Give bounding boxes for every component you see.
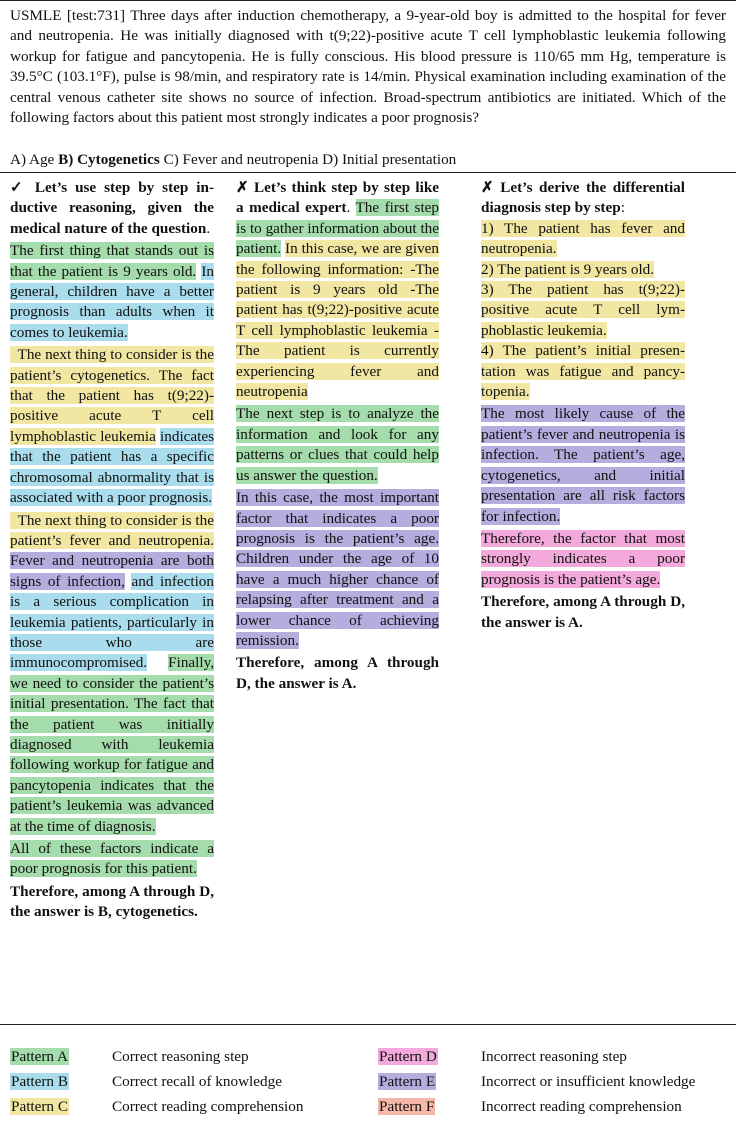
legend-swatch-b: [10, 1072, 76, 1092]
option-a-letter: A): [10, 151, 27, 168]
question-source: USMLE [test:731]: [10, 7, 126, 24]
column-header: [10, 178, 214, 239]
answer-options: [10, 150, 456, 170]
column-header: [481, 179, 685, 216]
reasoning-block: [481, 529, 685, 590]
prompt-text: Let’s use step by step inductive reasoning, given the medical nature of the question: [10, 179, 214, 237]
option-b-letter: B): [58, 151, 74, 168]
segment-pattern-e: Fever and neutropenia are both signs of infection,: [10, 552, 214, 590]
cross-icon: ✗: [236, 179, 249, 196]
legend-desc-f: Incorrect reading comprehension: [481, 1098, 682, 1115]
reasoning-column-inductive: [10, 178, 214, 923]
reasoning-block: [10, 839, 214, 880]
prompt-text: Let’s think step by step like a medical expert: [236, 179, 440, 217]
question-divider: [0, 172, 736, 173]
reasoning-block: [481, 404, 685, 526]
segment-pattern-a: The first thing that stands out is that the patient is 9 years old.: [10, 242, 214, 280]
conclusion: Therefore, among A through D, the answer is B, cytogenetics.: [10, 882, 214, 921]
conclusion: Therefore, among A through D, the answer is A.: [481, 593, 685, 631]
option-d-letter: D): [322, 151, 339, 168]
question-body: Three days after induction chemotherapy, a 9-year-old boy is admitted to the hospital for fever and neutropenia. He was initially diagnosed with t(9;22)-positive acute T cell lymphoblastic leukemia following workup for fatigue and pancytopenia. He is fully conscious. His blood pressure is 110/65 mm Hg, temperature is 39.5°C (103.1°F), pulse is 98/min, and respiratory rate is 14/min. Physical examination including examination of the central venous catheter site shows no source of infection. Broad-spectrum antibiotics are initiated. Which of the following factors about this patient most strongly indicates a poor prognosis?: [10, 7, 726, 127]
segment-pattern-c: 1) The patient has fever and neutropenia.: [481, 219, 685, 258]
pattern-legend: [0, 1045, 736, 1125]
top-rule: [0, 0, 736, 1]
cross-icon: ✗: [481, 179, 494, 196]
segment-pattern-c: 2) The patient is 9 years old.: [481, 260, 655, 278]
segment-pattern-c: [10, 512, 214, 549]
reasoning-block: [236, 404, 439, 486]
reasoning-column-differential: [481, 178, 685, 633]
reasoning-block: [481, 341, 685, 402]
segment-pattern-c: In this case, we are given the following information: -The patient is 9 years old -The patient has t(9;22)-positive acute T cell lymphoblastic leukemia -The patient is currently experiencing fever and neutropenia: [236, 240, 440, 401]
reasoning-block: [481, 280, 685, 341]
legend-swatch-f: [378, 1097, 444, 1117]
legend-swatch-label: Pattern E: [379, 1073, 436, 1090]
legend-swatch-a: [10, 1047, 76, 1067]
legend-swatch-label: Pattern F: [379, 1098, 435, 1115]
segment-pattern-d: Therefore, the factor that most strongly indicates a poor prognosis is the patient’s age.: [481, 529, 685, 588]
conclusion: Therefore, among A through D, the answer is A.: [236, 654, 439, 692]
reasoning-block: [481, 219, 685, 260]
legend-swatch-e: [378, 1072, 444, 1092]
reasoning-block: [236, 178, 439, 402]
prompt-punct: :: [620, 199, 625, 217]
column-header-block: [481, 178, 685, 219]
segment-text: The next thing to consider is the patient’s fever and neutropenia.: [10, 511, 214, 549]
prompt-punct: .: [346, 199, 351, 217]
segment-pattern-e: The most likely cause of the patient’s fever and neutropenia is infection. The patient’s age, cytogenetics, and initial presentation are all risk factors for infection.: [481, 405, 685, 525]
option-a-text: Age: [29, 151, 55, 168]
legend-desc-b: Correct recall of knowledge: [112, 1073, 282, 1090]
option-d-text: Initial presentation: [341, 151, 457, 168]
legend-swatch-label: Pattern C: [11, 1098, 68, 1115]
legend-swatch-label: Pattern D: [379, 1048, 437, 1065]
legend-desc-d: Incorrect reasoning step: [481, 1048, 627, 1065]
segment-pattern-a: The first step is to gather information about the patient.: [236, 199, 439, 258]
segment-pattern-c: 3) The patient has t(9;22)-positive acute T cell lymphoblastic leukemia.: [481, 281, 685, 339]
prompt-punct: .: [206, 219, 211, 237]
legend-swatch-label: Pattern A: [11, 1048, 68, 1065]
prompt-text: Let’s derive the differential diagnosis step by step: [481, 179, 685, 217]
segment-pattern-a: The next step is to analyze the information and look for any patterns or clues that could help us answer the question.: [236, 405, 439, 484]
option-c-letter: C): [163, 151, 179, 168]
legend-desc-a: Correct reasoning step: [112, 1048, 249, 1065]
check-icon: ✓: [10, 179, 27, 196]
segment-pattern-e: In this case, the most important factor that indicates a poor prognosis is the patient’s age. Children under the age of 10 have a much higher chance of relapsing after treatment and a lower chance of achieving remission.: [236, 489, 439, 649]
legend-divider: [0, 1024, 736, 1025]
segment-pattern-a: Finally, we need to consider the patient’s initial presentation. The fact that the patient was initially diagnosed with leukemia following workup for fatigue and pancytopenia indicates that the patient’s leukemia was advanced at the time of diagnosis.: [10, 654, 214, 835]
segment-pattern-c: 4) The patient’s initial presentation was fatigue and pancytopenia.: [481, 342, 685, 401]
segment-pattern-b: In general, children have a better prognosis than adults when it comes to leukemia.: [10, 262, 214, 341]
segment-pattern-b: indicates that the patient has a specific chromosomal abnormality that is associated with a poor prognosis.: [10, 427, 215, 507]
legend-desc-c: Correct reading comprehension: [112, 1098, 304, 1115]
reasoning-block: [10, 345, 214, 508]
option-b-text: Cytogenetics: [77, 151, 160, 168]
segment-pattern-a: All of these factors indicate a poor prognosis for this patient.: [10, 840, 214, 878]
option-c-text: Fever and neutropenia: [182, 151, 319, 168]
reasoning-block: [481, 260, 685, 280]
legend-swatch-c: [10, 1097, 76, 1117]
reasoning-block: [236, 488, 439, 651]
question-text: [10, 6, 726, 128]
segment-pattern-b: and infection is a serious complication in leukemia patients, particularly in those who are immunocompromised.: [10, 572, 214, 672]
reasoning-block: [10, 241, 214, 343]
reasoning-column-medical-expert: [236, 178, 439, 694]
legend-swatch-label: Pattern B: [11, 1073, 68, 1090]
legend-swatch-d: [378, 1047, 444, 1067]
segment-text: The next thing to consider is the patient’s cytogenetics. The fact that the patient has t(9;22)-positive acute T cell lymphoblastic leukemia: [10, 346, 214, 445]
reasoning-block: [10, 511, 214, 838]
legend-desc-e: Incorrect or insufficient knowledge: [481, 1073, 696, 1090]
